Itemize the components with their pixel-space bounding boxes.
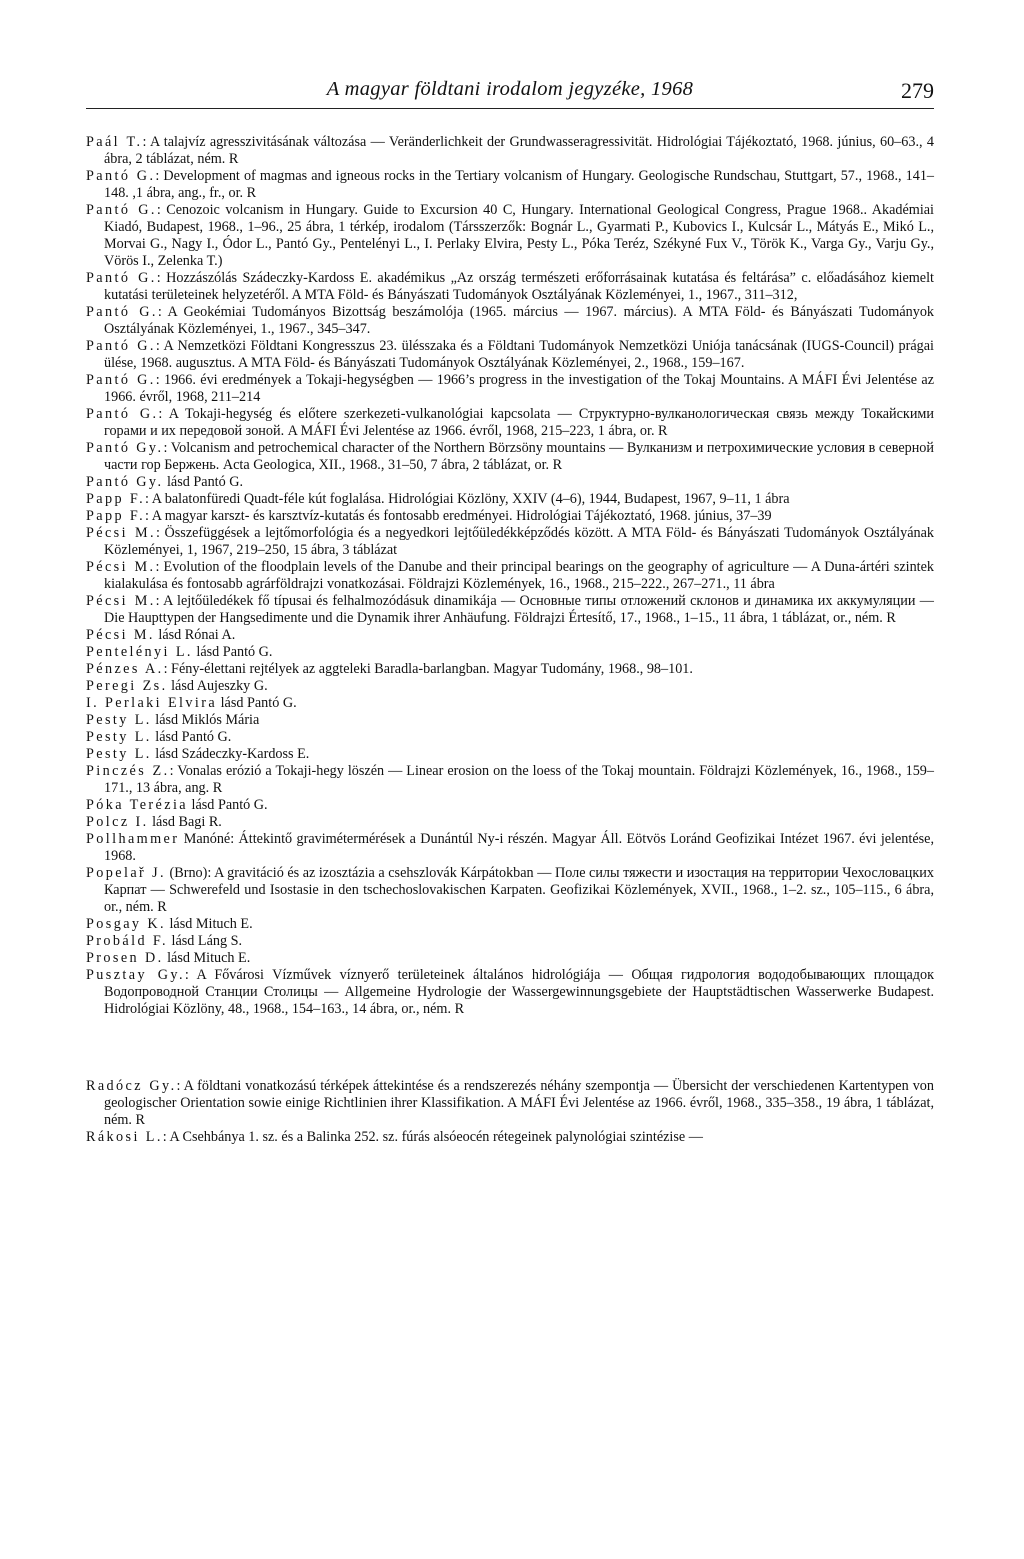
entry-author: Pinczés Z. [86,763,170,779]
bibliography-entry [86,491,934,508]
bibliography-entry [86,729,934,746]
bibliography-entry [86,474,934,491]
entry-text: : A Tokaji-hegység és előtere szerkezeti-vulkanológiai kapcsolata — Структурно-вулканологическая связь между Токайскими горами и их передовой зоной. A MÁFI Évi Jelentése az 1966. évről, 1968, 215–223, 1 ábra, or. R [104,406,934,439]
bibliography-entry [86,559,934,593]
entry-author: Pécsi M. [86,559,156,575]
entry-text: : Vonalas erózió a Tokaji-hegy löszén — Linear erosion on the loess of the Tokaj mountain. Földrajzi Közlemények, 16., 1968., 159–171., 13 ábra, ang. R [104,763,934,796]
bibliography-entry [86,661,934,678]
bibliography-entry [86,950,934,967]
entry-author: Pécsi M. [86,627,155,643]
entry-author: Pesty L. [86,746,152,762]
bibliography-entry [86,440,934,474]
entry-text: : A Geokémiai Tudományos Bizottság beszámolója (1965. március — 1967. március). A MTA Föld- és Bányászati Tudományok Osztályának Közleményei, 1., 1967., 345–347. [104,304,935,337]
entry-author: Pantó G. [86,338,156,354]
bibliography-entry [86,1129,934,1146]
entry-author: Pantó G. [86,406,159,422]
bibliography-entry [86,270,934,304]
entry-author: Pantó Gy. [86,440,164,456]
entry-text: lásd Pantó G. [151,729,232,745]
entry-text: lásd Szádeczky-Kardoss E. [151,746,310,762]
entry-author: Pantó G. [86,372,156,388]
entry-author: Radócz Gy. [86,1078,177,1094]
entry-author: I. Perlaki Elvira [86,695,218,711]
bibliography-entry [86,134,934,168]
entry-author: Pantó G. [86,304,158,320]
entry-text: : A Fővárosi Vízművek víznyerő területeinek általános hidrológiája — Общая гидрология вододобывающих площадок Водопроводной Станции Столицы — Allgemeine Hydrologie der Wassergewinnungsgebiete der Hauptstädtischen Wasserwerke Budapest. Hidrológiai Közlöny, 48., 1968., 154–163., 14 ábra, or., ném. R [104,967,934,1017]
entry-text: : A lejtőüledékek fő típusai és felhalmozódásuk dinamikája — Основные типы отложений склонов и динамика их аккумуляции — Die Haupttypen der Hangsedimente und die Dynamik ihrer Anhäufung. Földrajzi Értesítő, 17., 1968., 1–15., 11 ábra, 1 táblázat, or., ném. R [104,593,934,626]
entry-text: lásd Láng S. [167,933,243,949]
entry-author: Probáld F. [86,933,168,949]
running-title: A magyar földtani irodalom jegyzéke, 1968 [326,78,694,100]
entry-text: : Volcanism and petrochemical character of the Northern Börzsöny mountains — Вулканизм и петрохимические условия в северной части гор Бержень. Acta Geologica, XII., 1968., 31–50, 7 ábra, 2 táblázat, or. R [104,440,934,473]
bibliography-entry [86,593,934,627]
entry-author: Pantó G. [86,270,157,286]
bibliography-entry [86,168,934,202]
entry-text: lásd Mituch E. [163,950,251,966]
bibliography-entry [86,712,934,729]
entry-author: Papp F. [86,491,146,507]
bibliography-entry [86,933,934,950]
entry-text: (Brno): A gravitáció és az izosztázia a csehszlovák Kárpátokban — Поле силы тяжести и изостация на территории Чехословацких Карпат — Schwerefeld und Isostasie in den tschechoslovakischen Karpaten. Geofizikai Közlemények, XVII., 1968., 1–2. sz., 105–115., 6 ábra, or., ném. R [104,865,934,915]
entry-author: Prosen D. [86,950,164,966]
entry-author: Papp F. [86,508,146,524]
bibliography-entry [86,1078,934,1129]
entry-author: Pécsi M. [86,593,156,609]
entry-author: Rákosi L. [86,1129,163,1145]
header-rule [86,108,934,109]
bibliography-entry [86,627,934,644]
entry-text: : Hozzászólás Szádeczky-Kardoss E. akadémikus „Az ország természeti erőforrásainak kutatása és feltárása” c. előadásához kiemelt kutatási területeinek helyzetéről. A MTA Föld- és Bányászati Tudományok Osztályának Közleményei, 1., 1967., 311–312, [104,270,934,303]
entry-text: lásd Pantó G. [217,695,297,711]
bibliography-entry [86,508,934,525]
entries-top [86,134,934,1018]
bibliography-entry [86,831,934,865]
bibliography-entry [86,372,934,406]
entry-author: Pusztay Gy. [86,967,185,983]
entry-text: : A földtani vonatkozású térképek áttekintése és a rendszerezés néhány szempontja — Übersicht der verschiedenen Kartentypen von geologischer Orientation sowie einige Richtlinien ihrer Klassifikation. A MÁFI Évi Jelentése az 1966. évről, 1968., 335–358., 19 ábra, 1 táblázat, ném. R [104,1078,934,1128]
entry-author: Póka Terézia [86,797,188,813]
entry-author: Paál T. [86,134,143,150]
bibliography-entry [86,644,934,661]
entry-text: : A Csehbánya 1. sz. és a Balinka 252. sz. fúrás alsóeocén rétegeinek palynológiai szintézise — [162,1129,703,1145]
bibliography-entry [86,916,934,933]
entry-author: Pesty L. [86,712,152,728]
bibliography-entry [86,338,934,372]
entry-text: : Development of magmas and igneous rocks in the Tertiary volcanism of Hungary. Geologische Rundschau, Stuttgart, 57., 1968., 141–148. ,1 ábra, ang., fr., or. R [104,168,935,201]
entry-text: : A Nemzetközi Földtani Kongresszus 23. ülésszaka és a Földtani Tudományok Nemzetközi Uniója tanácsának (IUGS-Council) prágai ülése, 1968. augusztus. A MTA Föld- és Bányászati Tudományok Osztályának Közleményei, 2., 1968., 159–167. [104,338,934,371]
entry-author: Pantó G. [86,168,156,184]
entry-text: lásd Aujeszky G. [167,678,268,694]
entry-text: lásd Miklós Mária [151,712,260,728]
entry-text: : A magyar karszt- és karsztvíz-kutatás és fontosabb eredményei. Hidrológiai Tájékoztató, 1968. június, 37–39 [145,508,772,524]
entry-author: Pentelényi L. [86,644,193,660]
entry-author: Pollhammer [86,831,180,847]
entries-bottom [86,1078,934,1146]
entry-text: : Cenozoic volcanism in Hungary. Guide to Excursion 40 C, Hungary. International Geological Congress, Prague 1968.. Akadémiai Kiadó, Budapest, 1968., 1–96., 25 ábra, 1 térkép, irodalom (Társszerzők: Bognár L., Gyarmati P., Kubovics I., Kulcsár L., Mátyás E., Mikó L., Morvai G., Nagy I., Ódor L., Pantó Gy., Pentelényi L., I. Perlaky Elvira, Pesty L., Póka Teréz, Székyné Fux V., Török K., Varga Gy., Varju Gy., Vörös I., Zelenka T.) [104,202,934,269]
bibliography-list [86,134,934,1146]
bibliography-entry [86,406,934,440]
entry-author: Pantó Gy. [86,474,164,490]
bibliography-entry [86,763,934,797]
entry-text: : A balatonfüredi Quadt-féle kút foglalása. Hidrológiai Közlöny, XXIV (4–6), 1944, Budapest, 1967, 9–11, 1 ábra [145,491,790,507]
entry-author: Pécsi M. [86,525,156,541]
entry-text: : A talajvíz agresszivitásának változása — Veränderlichkeit der Grundwasseragressivität. Hidrológiai Tájékoztató, 1968. június, 60–63., 4 ábra, 2 táblázat, ném. R [104,134,934,167]
bibliography-entry [86,304,934,338]
entry-author: Pantó G. [86,202,157,218]
entry-author: Pesty L. [86,729,152,745]
page-header [86,70,934,110]
entry-text: lásd Rónai A. [154,627,236,643]
entry-text: lásd Bagi R. [148,814,222,830]
entry-author: Popelař J. [86,865,166,881]
entry-author: Peregi Zs. [86,678,168,694]
bibliography-entry [86,678,934,695]
bibliography-entry [86,525,934,559]
entry-text: : Összefüggések a lejtőmorfológia és a negyedkori lejtőüledékképződés között. A MTA Föld- és Bányászati Tudományok Osztályának Közleményei, 1, 1967, 219–250, 15 ábra, 3 táblázat [104,525,934,558]
entry-text: : Fény-élettani rejtélyek az aggteleki Baradla-barlangban. Magyar Tudomány, 1968., 98–101. [163,661,693,677]
entry-text: Manóné: Áttekintő gravimétermérések a Dunántúl Ny-i részén. Magyar Áll. Eötvös Loránd Geofizikai Intézet 1967. évi jelentése, 1968. [104,831,934,864]
bibliography-page [86,70,934,1146]
bibliography-entry [86,797,934,814]
entry-text: : Evolution of the floodplain levels of the Danube and their principal bearings on the geography of agriculture — A Duna-ártéri szintek kialakulása és fontosabb agrárföldrajzi vonatkozásai. Földrajzi Közlemények, 16., 1968., 215–222., 267–271., 11 ábra [104,559,935,592]
entry-author: Pénzes A. [86,661,164,677]
section-gap [86,1018,934,1078]
entry-text: lásd Mituch E. [165,916,253,932]
entry-author: Posgay K. [86,916,166,932]
bibliography-entry [86,967,934,1018]
entry-text: : 1966. évi eredmények a Tokaji-hegységben — 1966’s progress in the investigation of the Tokaj Mountains. A MÁFI Évi Jelentése az 1966. évről, 1968, 211–214 [104,372,935,405]
entry-author: Polcz I. [86,814,149,830]
entry-text: lásd Pantó G. [192,644,273,660]
entry-text: lásd Pantó G. [188,797,268,813]
bibliography-entry [86,814,934,831]
page-number: 279 [901,78,934,103]
bibliography-entry [86,202,934,270]
entry-text: lásd Pantó G. [163,474,244,490]
bibliography-entry [86,746,934,763]
bibliography-entry [86,865,934,916]
bibliography-entry [86,695,934,712]
